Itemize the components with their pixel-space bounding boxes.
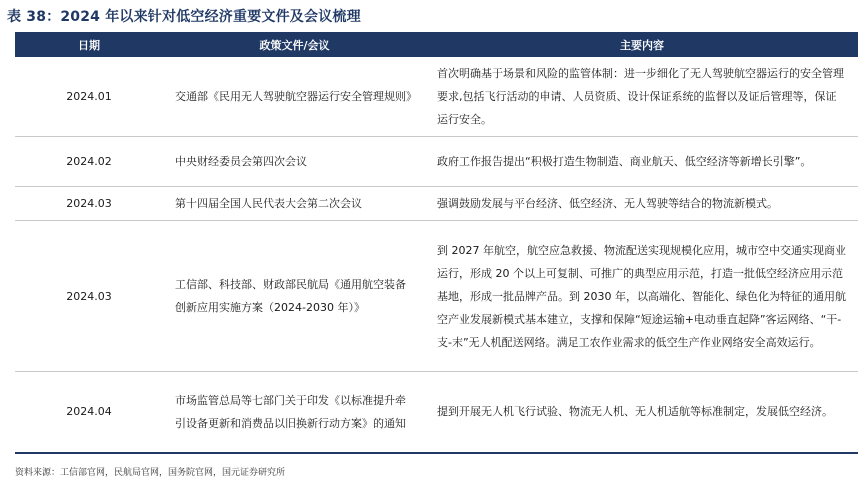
- table-row: [15, 221, 858, 372]
- row-policy: 工信部、科技部、财政部民航局《通用航空装备创新应用实施方案（2024-2030 年）》: [163, 221, 426, 372]
- header-content: 主要内容: [426, 32, 858, 57]
- row-content: 首次明确基于场景和风险的监管体制：进一步细化了无人驾驶航空器运行的安全管理要求,包括飞行活动的申请、人员资质、设计保证系统的监督以及证后管理等，保证运行安全。: [426, 57, 858, 137]
- row-policy: 第十四届全国人民代表大会第二次会议: [163, 187, 426, 221]
- row-policy: 市场监管总局等七部门关于印发《以标准提升牵引设备更新和消费品以旧换新行动方案》的通知: [163, 372, 426, 453]
- row-content: 到 2027 年航空，航空应急救援、物流配送实现规模化应用，城市空中交通实现商业运行，形成 20 个以上可复制、可推广的典型应用示范，打造一批低空经济应用示范基地，形成一批品牌产品。到 2030 年，以高端化、智能化、绿色化为特征的通用航空产业发展新模式基本建立，支撑和保障“短途运输+电动垂直起降”客运网络、“干-支-末”无人机配送网络。满足工农作业需求的低空生产作业网络安全高效运行。: [426, 221, 858, 372]
- row-date: 2024.04: [15, 372, 163, 453]
- row-date: 2024.01: [15, 57, 163, 137]
- row-content: 政府工作报告提出“积极打造生物制造、商业航天、低空经济等新增长引擎”。: [426, 137, 858, 187]
- table-row: [15, 57, 858, 137]
- row-date: 2024.02: [15, 137, 163, 187]
- table-header-row: [15, 32, 858, 57]
- row-policy: 交通部《民用无人驾驶航空器运行安全管理规则》: [163, 57, 426, 137]
- table-row: [15, 137, 858, 187]
- header-date: 日期: [15, 32, 163, 57]
- row-content: 强调鼓励发展与平台经济、低空经济、无人驾驶等结合的物流新模式。: [426, 187, 858, 221]
- table-row: [15, 187, 858, 221]
- row-date: 2024.03: [15, 221, 163, 372]
- row-content: 提到开展无人机飞行试验、物流无人机、无人机适航等标准制定，发展低空经济。: [426, 372, 858, 453]
- header-policy: 政策文件/会议: [163, 32, 426, 57]
- source-note: 资料来源：工信部官网，民航局官网，国务院官网，国元证券研究所: [15, 468, 286, 478]
- row-policy: 中央财经委员会第四次会议: [163, 137, 426, 187]
- table-title: 表 38：2024 年以来针对低空经济重要文件及会议梳理: [7, 9, 361, 25]
- table-row: [15, 372, 858, 453]
- policy-table: [15, 32, 858, 454]
- row-date: 2024.03: [15, 187, 163, 221]
